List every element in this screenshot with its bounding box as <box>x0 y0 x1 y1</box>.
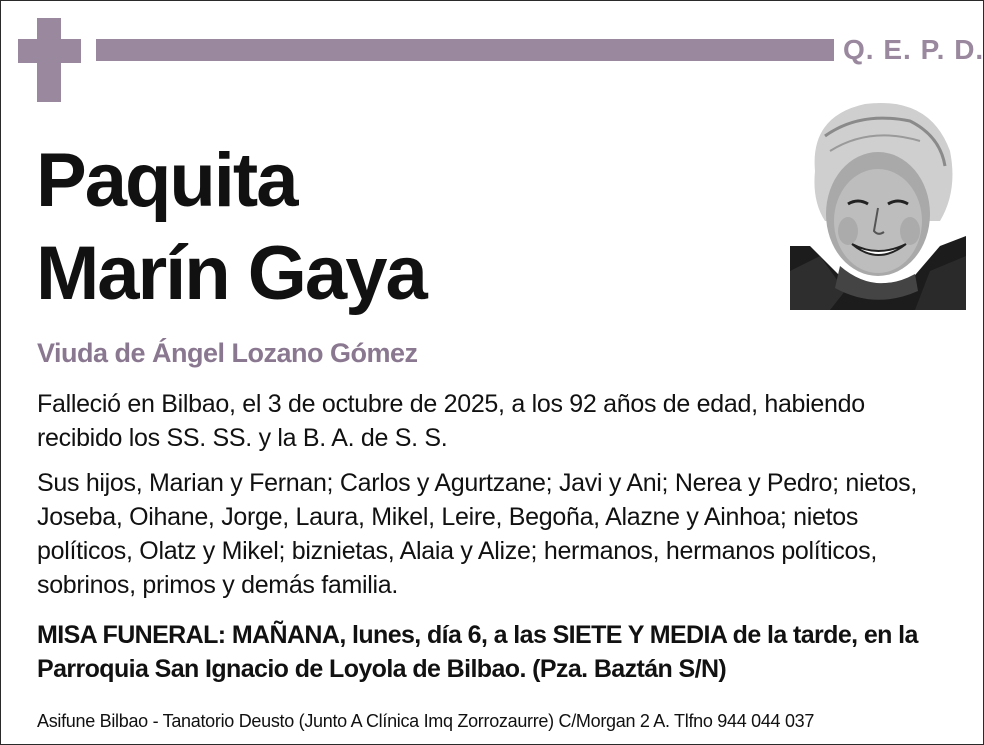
cross-icon-horizontal <box>18 39 81 63</box>
widow-line: Viuda de Ángel Lozano Gómez <box>37 338 418 368</box>
funeral-home-footer: Asifune Bilbao - Tanatorio Deusto (Junto A Clínica Imq Zorrozaurre) C/Morgan 2 A. Tlfno 944 044 037 <box>37 711 815 731</box>
last-names: Marín Gaya <box>36 231 426 316</box>
funeral-paragraph: MISA FUNERAL: MAÑANA, lunes, día 6, a las SIETE Y MEDIA de la tarde, en la Parroquia San Ignacio de Loyola de Bilbao. (Pza. Baztán S/N) <box>37 621 918 683</box>
deceased-name <box>36 134 426 320</box>
death-notice-paragraph: Falleció en Bilbao, el 3 de octubre de 2025, a los 92 años de edad, habiendo recibido los SS. SS. y la B. A. de S. S. <box>37 390 865 452</box>
family-paragraph: Sus hijos, Marian y Fernan; Carlos y Agurtzane; Javi y Ani; Nerea y Pedro; nietos, Joseba, Oihane, Jorge, Laura, Mikel, Leire, Begoña, Alazne y Ainhoa; nietos políticos, Olatz y Mikel; biznietas, Alaia y Alize; hermanos, hermanos políticos, sobrinos, primos y demás familia. <box>37 469 917 599</box>
first-name: Paquita <box>36 138 297 223</box>
portrait-photo <box>790 96 966 310</box>
header-rule <box>96 39 834 61</box>
qepd-label: Q. E. P. D. <box>843 34 984 65</box>
